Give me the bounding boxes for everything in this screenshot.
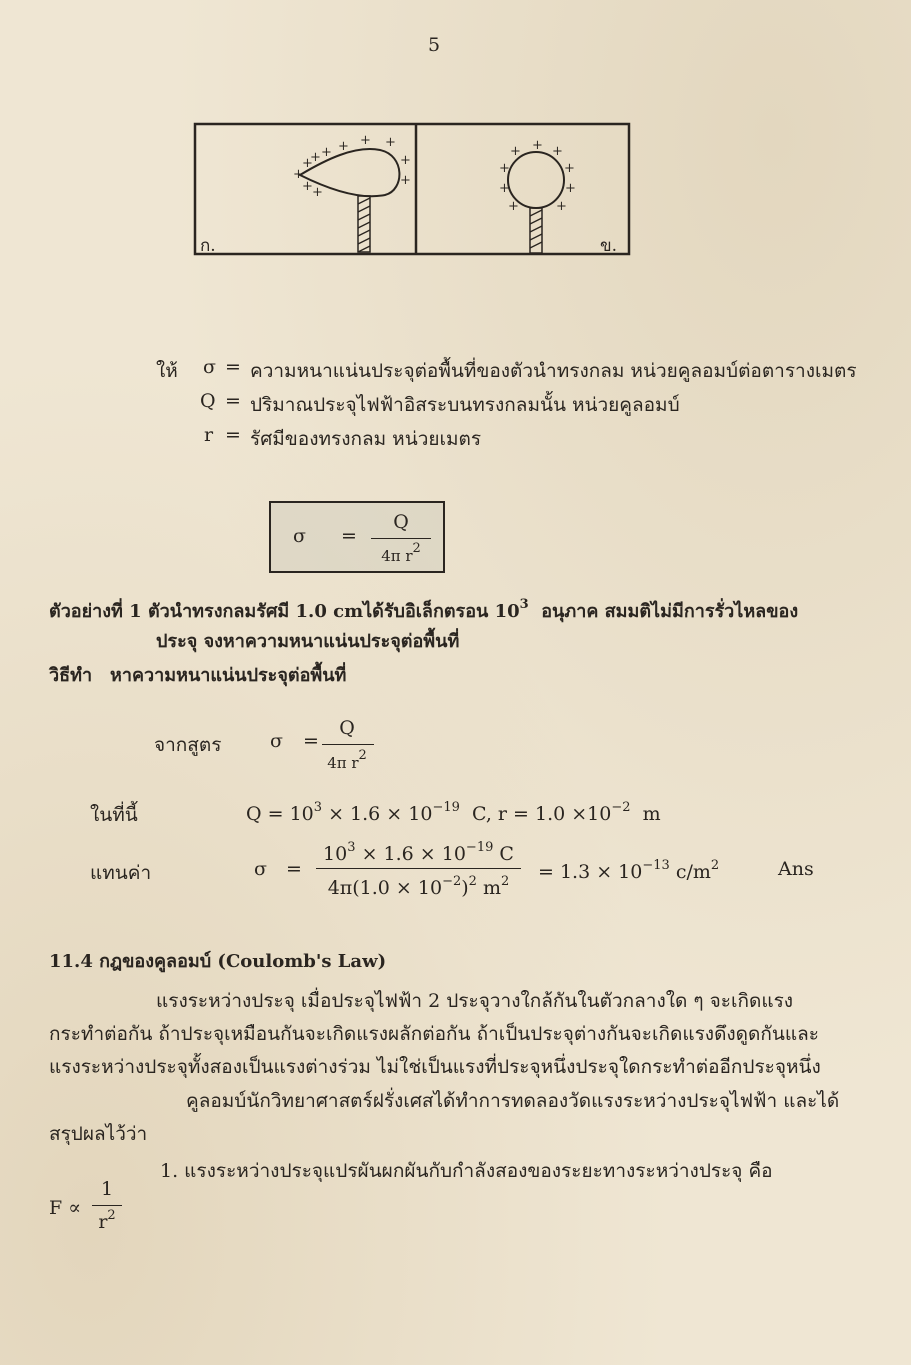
formula-numerator: Q <box>393 511 409 533</box>
force-fraction-bar <box>92 1205 122 1206</box>
example-title-line2: ประจุ จงหาความหนาแน่นประจุต่อพื้นที่ <box>156 631 460 652</box>
answer-label: Ans <box>778 858 814 880</box>
paragraph2-line1: คูลอมบ์นักวิทยาศาสตร์ฝรั่งเศสได้ทำการทดลองวัดแรงระหว่างประจุไฟฟ้า และได้ <box>186 1090 840 1112</box>
substitute-numerator: $10^3 \times 1.6 \times 10^{-19}$ C <box>323 840 514 865</box>
svg-text:+: + <box>565 181 576 196</box>
svg-text:+: + <box>508 199 519 214</box>
equals-sign: = <box>225 390 241 412</box>
svg-text:+: + <box>564 161 575 176</box>
from-formula-label: จากสูตร <box>154 734 222 756</box>
svg-text:+: + <box>338 139 349 154</box>
svg-text:+: + <box>400 173 411 188</box>
svg-text:+: + <box>321 145 332 160</box>
figure-label-right: ข. <box>600 236 618 256</box>
svg-text:+: + <box>302 179 313 194</box>
formula-denominator: 4π r2 <box>381 541 421 565</box>
teardrop-conductor <box>293 133 411 252</box>
force-proportional: F ∝ <box>49 1197 82 1219</box>
section-heading: 11.4 กฎของคูลอมบ์ (Coulomb's Law) <box>49 951 387 972</box>
example-title-line1: ตัวอย่างที่ 1 ตัวนำทรงกลมรัศมี 1.0 cmได้รับอิเล็กตรอน $10^3$ อนุภาค สมมติไม่มีการรั่วไหลของ <box>49 597 799 622</box>
paragraph1-line2: กระทำต่อกัน ถ้าประจุเหมือนกันจะเกิดแรงผลักต่อกัน ถ้าเป็นประจุต่างกันจะเกิดแรงดึงดูดกันและ <box>49 1023 819 1045</box>
Q-symbol: Q <box>200 390 216 412</box>
svg-text:+: + <box>552 144 563 159</box>
svg-text:+: + <box>360 133 371 148</box>
from-formula-numerator: Q <box>339 717 355 739</box>
paragraph1-line1: แรงระหว่างประจุ เมื่อประจุไฟฟ้า 2 ประจุวางใกล้กันในตัวกลางใด ๆ จะเกิดแรง <box>156 990 794 1012</box>
formula-box <box>269 501 445 573</box>
substitute-denominator: $4\pi(1.0 \times 10^{-2})^2$ $m^2$ <box>327 874 510 899</box>
substitute-result: = $1.3 \times 10^{-13}$ $c/m^2$ <box>538 858 720 883</box>
svg-text:+: + <box>400 153 411 168</box>
Q-definition: ปริมาณประจุไฟฟ้าอิสระบนทรงกลมนั้น หน่วยคูลอมบ์ <box>250 394 680 416</box>
equals-sign: = <box>225 356 241 378</box>
from-formula-denominator: 4π r2 <box>327 748 367 772</box>
svg-text:+: + <box>302 156 313 171</box>
paragraph2-line2: สรุปผลไว้ว่า <box>49 1123 148 1145</box>
substitute-equals: = <box>286 858 302 880</box>
substitute-label: แทนค่า <box>90 862 152 884</box>
from-formula-sigma: σ <box>270 730 283 752</box>
sigma-symbol: σ <box>203 356 216 378</box>
svg-text:+: + <box>510 144 521 159</box>
svg-text:+: + <box>499 181 510 196</box>
svg-text:+: + <box>556 199 567 214</box>
svg-text:+: + <box>293 167 304 182</box>
here-values: $Q = 10^3 \times 1.6 \times 10^{-19}$ C, $r = 1.0 \times 10^{-2}$ m <box>246 800 661 825</box>
from-formula-fraction-bar <box>322 744 374 745</box>
from-formula-equals: = <box>303 730 319 752</box>
r-symbol: r <box>204 424 214 446</box>
list-item-1: 1. แรงระหว่างประจุแปรผันผกผันกับกำลังสองของระยะทางระหว่างประจุ คือ <box>160 1160 773 1182</box>
sigma-definition: ความหนาแน่นประจุต่อพื้นที่ของตัวนำทรงกลม หน่วยคูลอมบ์ต่อตารางเมตร <box>250 360 857 382</box>
force-denominator: $r^2$ <box>98 1208 116 1233</box>
formula-sigma: σ <box>293 525 306 547</box>
svg-text:+: + <box>385 135 396 150</box>
here-label: ในที่นี้ <box>90 804 138 826</box>
svg-text:+: + <box>532 138 543 153</box>
figure-label-left: ก. <box>200 236 216 256</box>
definition-intro: ให้ <box>156 360 178 382</box>
sphere-conductor <box>499 138 576 253</box>
charged-conductors-figure <box>190 120 635 260</box>
page-number: 5 <box>428 34 441 56</box>
svg-text:+: + <box>499 161 510 176</box>
solution-text: หาความหนาแน่นประจุต่อพื้นที่ <box>110 665 347 686</box>
svg-text:+: + <box>310 150 321 165</box>
svg-text:+: + <box>312 185 323 200</box>
paragraph1-line3: แรงระหว่างประจุทั้งสองเป็นแรงต่างร่วม ไม่ใช่เป็นแรงที่ประจุหนึ่งประจุใดกระทำต่ออีกประจุหนึ่ง <box>49 1056 821 1078</box>
formula-fraction-bar <box>371 538 431 539</box>
substitute-sigma: σ <box>254 858 267 880</box>
r-definition: รัศมีของทรงกลม หน่วยเมตร <box>250 428 482 450</box>
force-numerator: 1 <box>100 1178 114 1200</box>
substitute-fraction-bar <box>316 868 521 869</box>
solution-label: วิธีทำ <box>49 665 93 686</box>
formula-equals: = <box>341 525 357 547</box>
equals-sign: = <box>225 424 241 446</box>
